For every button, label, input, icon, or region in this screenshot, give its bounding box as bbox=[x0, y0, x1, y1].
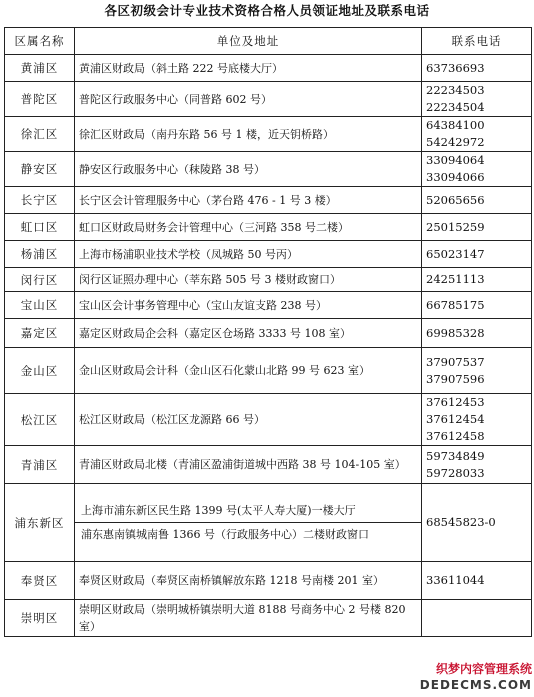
phone-cell bbox=[422, 600, 532, 637]
district-name: 奉贤区 bbox=[5, 562, 75, 600]
table-header-row bbox=[5, 28, 532, 55]
header-district: 区属名称 bbox=[5, 28, 75, 55]
watermark bbox=[412, 661, 532, 695]
phone-number: 24251113 bbox=[426, 272, 485, 286]
unit-address: 嘉定区财政局企会科（嘉定区仓场路 3333 号 108 室） bbox=[75, 319, 422, 348]
district-name: 浦东新区 bbox=[5, 484, 75, 562]
phone-number: 37612454 bbox=[426, 412, 485, 426]
district-name: 徐汇区 bbox=[5, 117, 75, 152]
phone-cell bbox=[422, 152, 532, 187]
watermark-text: 织梦内容管理系统 bbox=[435, 662, 532, 676]
district-name: 长宁区 bbox=[5, 187, 75, 214]
unit-address: 崇明区财政局（崇明城桥镇崇明大道 8188 号商务中心 2 号楼 820 室） bbox=[75, 600, 422, 637]
table-row bbox=[5, 268, 532, 292]
unit-address: 青浦区财政局北楼（青浦区盈浦街道城中西路 38 号 104-105 室） bbox=[75, 446, 422, 484]
table-row bbox=[5, 600, 532, 637]
unit-address: 宝山区会计事务管理中心（宝山友谊支路 238 号） bbox=[75, 292, 422, 319]
table-row bbox=[5, 55, 532, 82]
watermark-url: DEDECMS.COM bbox=[419, 678, 532, 692]
phone-cell bbox=[422, 394, 532, 446]
phone-number: 33094066 bbox=[426, 170, 485, 184]
district-name: 普陀区 bbox=[5, 82, 75, 117]
unit-address: 松江区财政局（松江区龙源路 66 号） bbox=[75, 394, 422, 446]
phone-cell bbox=[422, 319, 532, 348]
phone-number: 52065656 bbox=[426, 192, 485, 207]
phone-cell bbox=[422, 55, 532, 82]
phone-number: 59734849 bbox=[426, 448, 485, 463]
phone-number: 22234504 bbox=[426, 100, 485, 114]
district-name: 杨浦区 bbox=[5, 241, 75, 268]
phone-cell bbox=[422, 484, 532, 562]
phone-number: 37907537 bbox=[426, 354, 485, 369]
phone-cell bbox=[422, 117, 532, 152]
phone-cell bbox=[422, 268, 532, 292]
phone-number: 65023147 bbox=[426, 246, 485, 261]
phone-number: 66785175 bbox=[426, 297, 485, 312]
unit-address: 上海市杨浦职业技术学校（凤城路 50 号丙） bbox=[75, 241, 422, 268]
phone-number: 63736693 bbox=[426, 60, 485, 75]
document-title: 各区初级会计专业技术资格合格人员领证地址及联系电话 bbox=[104, 3, 430, 18]
address-line: 上海市浦东新区民生路 1399 号(太平人寿大厦)一楼大厅 bbox=[81, 504, 356, 517]
district-name: 静安区 bbox=[5, 152, 75, 187]
table-row bbox=[5, 117, 532, 152]
phone-cell bbox=[422, 187, 532, 214]
table-row bbox=[5, 82, 532, 117]
phone-number: 33611044 bbox=[426, 573, 485, 587]
district-name: 宝山区 bbox=[5, 292, 75, 319]
table-row bbox=[5, 348, 532, 394]
phone-number: 33094064 bbox=[426, 153, 485, 167]
unit-address: 长宁区会计管理服务中心（茅台路 476 - 1 号 3 楼） bbox=[75, 187, 422, 214]
phone-cell bbox=[422, 241, 532, 268]
table-row bbox=[5, 241, 532, 268]
phone-number: 22234503 bbox=[426, 83, 485, 97]
table-row bbox=[5, 319, 532, 348]
district-name: 金山区 bbox=[5, 348, 75, 394]
unit-address: 徐汇区财政局（南丹东路 56 号 1 楼，近天钥桥路） bbox=[75, 117, 422, 152]
district-name: 松江区 bbox=[5, 394, 75, 446]
table-row bbox=[5, 152, 532, 187]
table-row bbox=[5, 446, 532, 484]
table-row bbox=[5, 394, 532, 446]
unit-address: 奉贤区财政局（奉贤区南桥镇解放东路 1218 号南楼 201 室） bbox=[75, 562, 422, 600]
district-name: 嘉定区 bbox=[5, 319, 75, 348]
unit-address: 闵行区证照办理中心（莘东路 505 号 3 楼财政窗口） bbox=[75, 268, 422, 292]
district-name: 闵行区 bbox=[5, 268, 75, 292]
district-name: 崇明区 bbox=[5, 600, 75, 637]
phone-cell bbox=[422, 82, 532, 117]
district-name: 黄浦区 bbox=[5, 55, 75, 82]
table-row bbox=[5, 292, 532, 319]
contact-table bbox=[4, 27, 532, 637]
phone-number: 37612458 bbox=[426, 429, 485, 443]
phone-number: 37612453 bbox=[426, 395, 485, 409]
phone-cell bbox=[422, 292, 532, 319]
table-row bbox=[5, 214, 532, 241]
table-row bbox=[5, 562, 532, 600]
unit-address: 静安区行政服务中心（秣陵路 38 号） bbox=[75, 152, 422, 187]
unit-address: 虹口区财政局财务会计管理中心（三河路 358 号二楼） bbox=[75, 214, 422, 241]
phone-number: 37907596 bbox=[426, 371, 485, 386]
phone-number: 54242972 bbox=[426, 135, 485, 149]
district-name: 虹口区 bbox=[5, 214, 75, 241]
phone-cell bbox=[422, 446, 532, 484]
unit-address: 金山区财政局会计科（金山区石化蒙山北路 99 号 623 室） bbox=[75, 348, 422, 394]
phone-number: 59728033 bbox=[426, 465, 485, 480]
header-unit-address: 单位及地址 bbox=[75, 28, 422, 55]
phone-number: 64384100 bbox=[426, 118, 485, 132]
phone-number: 68545823-0 bbox=[426, 515, 496, 529]
unit-address bbox=[75, 484, 422, 562]
phone-number: 69985328 bbox=[426, 325, 485, 340]
phone-cell bbox=[422, 562, 532, 600]
unit-address: 黄浦区财政局（斜土路 222 号底楼大厅） bbox=[75, 55, 422, 82]
address-line: 浦东惠南镇城南鲁 1366 号（行政服务中心）二楼财政窗口 bbox=[75, 522, 421, 546]
district-name: 青浦区 bbox=[5, 446, 75, 484]
phone-cell bbox=[422, 348, 532, 394]
unit-address: 普陀区行政服务中心（同普路 602 号） bbox=[75, 82, 422, 117]
phone-number: 25015259 bbox=[426, 219, 485, 234]
phone-cell bbox=[422, 214, 532, 241]
table-row bbox=[5, 187, 532, 214]
header-phone: 联系电话 bbox=[422, 28, 532, 55]
table-row bbox=[5, 484, 532, 562]
